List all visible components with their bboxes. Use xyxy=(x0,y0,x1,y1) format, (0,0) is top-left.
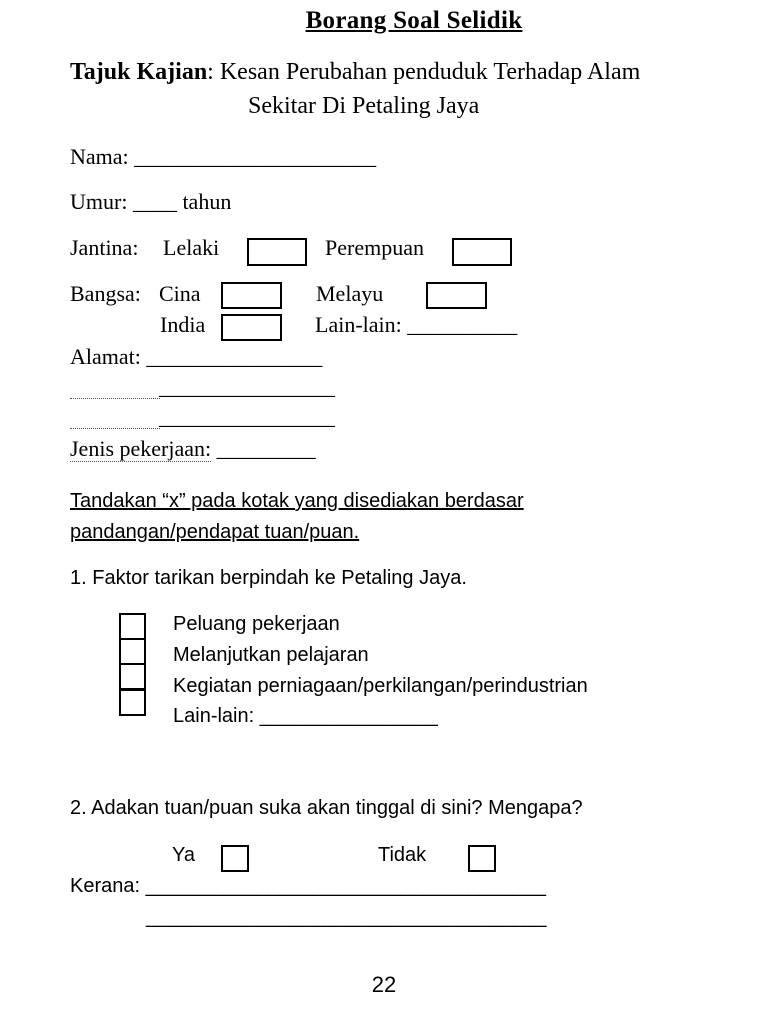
gender-female-label: Perempuan xyxy=(325,235,424,260)
q2-reason-field[interactable]: Kerana: ____________________________________ xyxy=(70,875,547,897)
race-malay-checkbox[interactable] xyxy=(426,282,487,309)
race-chinese-label: Cina xyxy=(159,281,201,306)
topic-colon: : xyxy=(207,59,214,85)
occupation-label: Jenis pekerjaan: xyxy=(70,436,212,461)
address-field[interactable]: Alamat: ________________ xyxy=(70,344,323,369)
race-others-field[interactable]: Lain-lain: __________ xyxy=(315,312,518,337)
race-label: Bangsa: xyxy=(70,281,141,306)
address-line2[interactable]: ________________ xyxy=(159,374,335,399)
q2-yes-label: Ya xyxy=(172,844,195,866)
address-dotted-rule-2 xyxy=(70,428,160,429)
q1-option-4[interactable]: Lain-lain: ________________ xyxy=(173,705,438,727)
topic-text-line1: Kesan Perubahan penduduk Terhadap Alam xyxy=(219,59,641,85)
gender-male-label: Lelaki xyxy=(163,235,220,260)
topic-text-line2: Sekitar Di Petaling Jaya xyxy=(248,93,480,119)
gender-label: Jantina: xyxy=(70,235,139,260)
q2-reason-line2[interactable]: ____________________________________ xyxy=(146,906,547,928)
q1-option-2: Melanjutkan pelajaran xyxy=(173,644,369,666)
q1-option-checkbox-1[interactable] xyxy=(119,613,146,640)
race-malay-label: Melayu xyxy=(316,281,384,306)
q1-option-checkbox-2[interactable] xyxy=(119,638,146,665)
q1-option-1: Peluang pekerjaan xyxy=(173,613,340,635)
gender-male-checkbox[interactable] xyxy=(247,238,307,266)
q2-no-checkbox[interactable] xyxy=(468,845,496,872)
race-indian-checkbox[interactable] xyxy=(221,314,282,341)
q1-option-checkbox-4[interactable] xyxy=(119,689,146,716)
name-field[interactable]: Nama: ______________________ xyxy=(70,144,377,169)
q1-option-checkbox-3[interactable] xyxy=(119,663,146,690)
occupation-row[interactable] xyxy=(70,436,316,462)
gender-female-checkbox[interactable] xyxy=(452,238,512,266)
page-number: 22 xyxy=(371,972,397,997)
instruction-line1: Tandakan “x” pada kotak yang disediakan berdasar xyxy=(70,490,524,512)
q2-yes-checkbox[interactable] xyxy=(221,845,249,872)
question1-text: 1. Faktor tarikan berpindah ke Petaling Jaya. xyxy=(70,567,467,589)
question2-text: 2. Adakan tuan/puan suka akan tinggal di sini? Mengapa? xyxy=(70,797,583,819)
topic-row xyxy=(70,59,640,86)
age-field[interactable]: Umur: ____ tahun xyxy=(70,189,232,214)
q2-no-label: Tidak xyxy=(378,844,427,866)
address-dotted-rule-1 xyxy=(70,398,160,399)
topic-label: Tajuk Kajian xyxy=(70,59,208,85)
race-indian-label: India xyxy=(160,312,206,337)
form-title: Borang Soal Selidik xyxy=(305,7,523,34)
address-line3[interactable]: ________________ xyxy=(159,404,335,429)
instruction-line2: pandangan/pendapat tuan/puan. xyxy=(70,521,360,543)
race-chinese-checkbox[interactable] xyxy=(221,282,282,309)
q1-option-3: Kegiatan perniagaan/perkilangan/perindustrian xyxy=(173,675,588,697)
occupation-blank[interactable]: _________ xyxy=(216,436,316,461)
